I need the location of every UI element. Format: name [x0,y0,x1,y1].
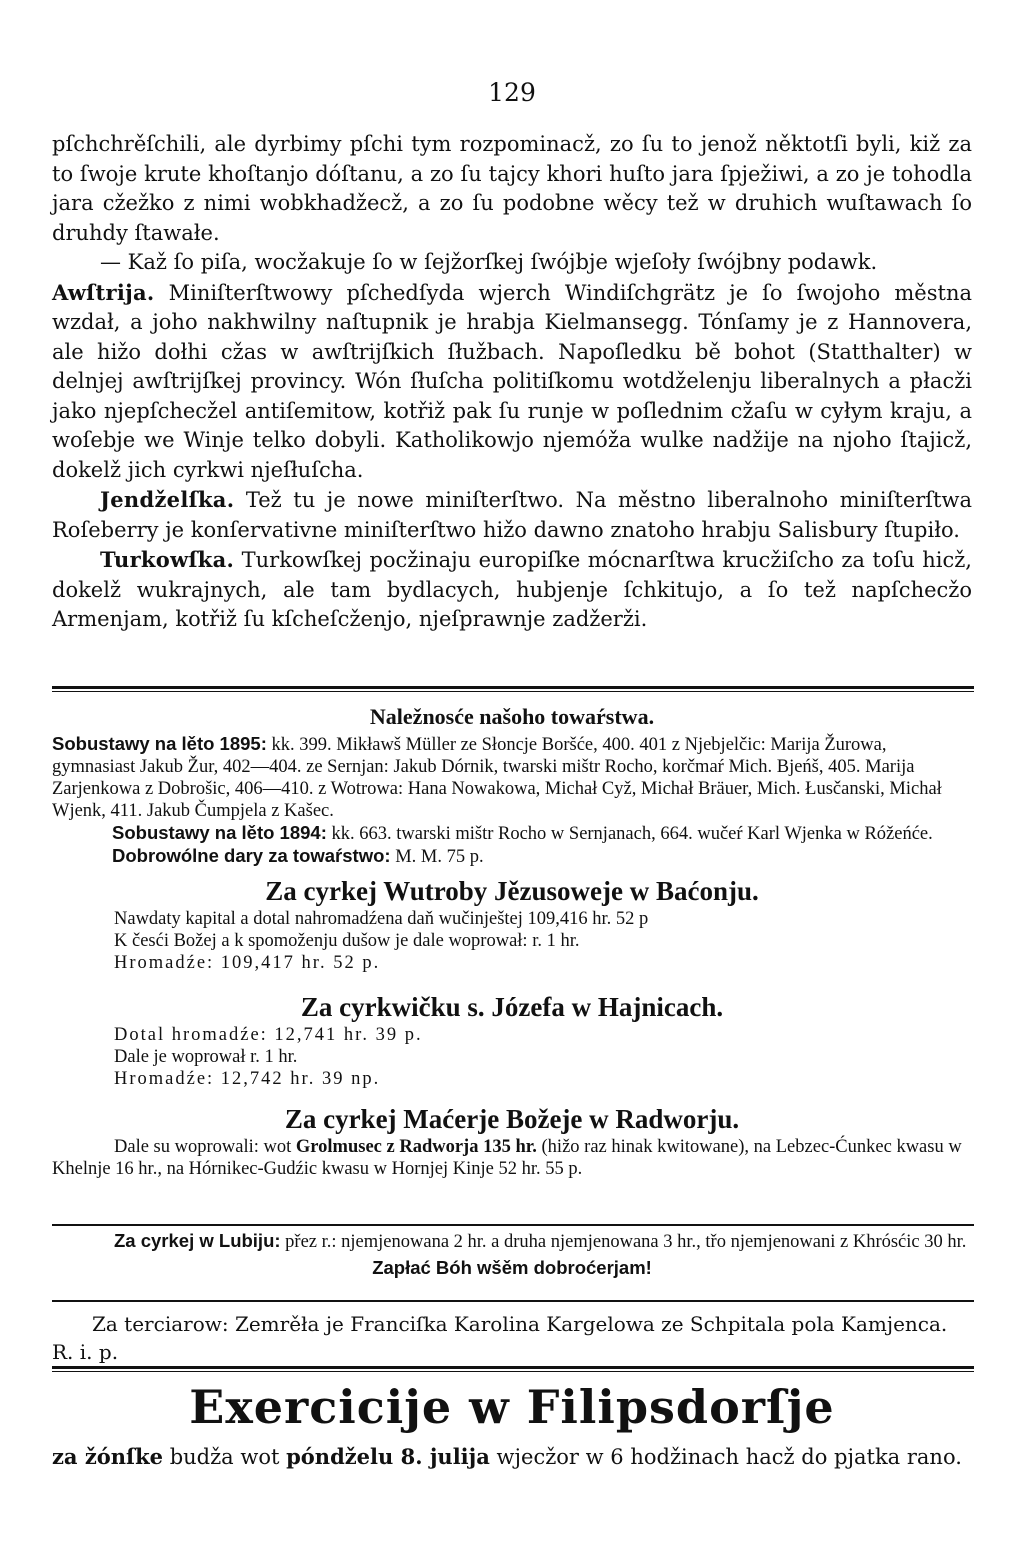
section-divider [52,1300,974,1302]
hajnicy-total: Hromadźe: 12,742 hr. 39 np. [114,1069,381,1089]
hajnicy-line: Dotal hromadźe: 12,741 hr. 39 p. [114,1025,423,1045]
news-text: Tež tu je nowe miniſterſtwo. Na městno liberalnoho miniſterſtwa Roſeberry je konſervativne miniſterſtwo hižo dawno znatoho hrabju Salisbury ſtupiło. [52,488,972,542]
lubij-donations: přez r.: njemjenowana 2 hr. a druha njemjenowana 3 hr., třo njemjenowani z Khrósćic 30 hr. [285,1232,967,1252]
radwor-donor: Grolmusec z Radworja 135 hr. [295,1137,537,1157]
exercicije-mid: budža wot [169,1445,280,1469]
lubij-label: Za cyrkej w Lubiju: [114,1230,281,1251]
page-number: 129 [488,78,536,107]
radwor-text [52,1136,972,1180]
country-heading: Jendželſka. [100,487,235,512]
radwor-text-rest: (hižo raz hinak kwitowane), na Lebzec-Ćunkec kwasu w Khelnje 16 hr., na Hórnikec-Gudźic kwasu w Hornjej Kinje 52 hr. 55 p. [52,1137,962,1179]
tertiary-section [52,1310,972,1366]
bacon-title: Za cyrkej Wutroby Jězusoweje w Baćonju. [265,876,759,906]
country-heading: Turkowſka. [100,547,235,572]
news-section [52,130,972,635]
donations-label: Dobrowólne dary za towaŕstwo: [112,845,391,866]
section-divider [52,686,974,692]
radwor-text-start: Dale su woprowali: wot [114,1137,292,1157]
section-divider [52,1224,974,1226]
exercicije-title: Exercicije w Filipsdorſje [189,1380,835,1434]
news-paragraph: pſchchrěſchili, ale dyrbimy pſchi tym rozpominacž, zo ſu to jenož něktotſi byli, kiž za to ſwoje krute khoſtanjo dóſtanu, a zo ſu tajcy khori huſto jara ſpježiwi, a zo je tohodla jara cžežko z nimi wobkhadžecž, a zo ſu podobne wěcy tež w druhich wuſtawach ſo druhdy ſtawałe. [52,132,972,245]
news-text: Turkowſkej pocžinaju europiſke mócnarſtwa krucžiſcho za toſu hicž, dokelž wukrajnych, ale tam bydlacych, hubjenje ſchkitujo, a ſo tež napſchecžo Armenjam, kotřiž ſu kſcheſcženjo, njeſprawnje zadžerži. [52,548,972,631]
exercicije-date: póndželu 8. julija [286,1444,490,1469]
bacon-line: Nawdaty kapital a dotal nahromadźena daň wučinještej 109,416 hr. 52 p [114,909,649,929]
members-text: kk. 399. Mikławš Müller ze Słoncje Boršće, 400. 401 z Njebjelčic: Marija Žurowa, gymnasiast Jakub Žur, 402—404. ze Sernjan: Jakub Dórnik, twarski mištr Rocho, korčmaŕ Mich. Bjeńš, 405. Marija Zarjenkowa z Dobrošic, 406—410. z Wotrowa: Hana Nowakowa, Michał Cyž, Michał Bräuer, Mich. Łusčanski, Michał Wjenk, 411. Jakub Čumpjela z Kašec. [52,735,942,821]
hajnicy-line: Dale je woprował r. 1 hr. [114,1047,298,1067]
bacon-total: Hromadźe: 109,417 hr. 52 p. [114,953,381,973]
donations [52,845,972,868]
thanks-line: Zapłać Bóh wšěm dobroćerjam! [372,1257,652,1278]
section-divider [52,1366,974,1372]
news-paragraph-turkey [52,545,972,635]
exercicije-section [52,1380,972,1472]
exercicije-text [52,1442,972,1472]
society-title: Naležnosće našoho towaŕstwa. [369,704,655,729]
news-paragraph-england [52,485,972,545]
members-label: Sobustawy na lěto 1895: [52,733,267,754]
donations-text: M. M. 75 p. [395,847,484,867]
exercicije-rest: wjecžor w 6 hodžinach hacž do pjatka rano. [496,1445,962,1469]
members-text: kk. 663. twarski mištr Rocho w Sernjanach, 664. wučeŕ Karl Wjenka w Róžeńće. [331,824,933,844]
members-label: Sobustawy na lěto 1894: [112,822,327,843]
radwor-title: Za cyrkej Maćerje Božeje w Radworju. [284,1104,740,1134]
members-1894 [52,822,972,845]
tertiary-heading: Za terciarow: [92,1312,229,1336]
country-heading: Awſtrija. [52,279,155,305]
exercicije-bold: za žónſke [52,1444,163,1469]
tertiary-text: Zemrěła je Franciſka Karolina Kargelowa ze Schpitala pola Kamjenca. R. i. p. [52,1312,948,1364]
news-paragraph: — Kaž ſo piſa, wocžakuje ſo w ſejžorſkej ſwójbje wjeſoły ſwójbny podawk. [100,250,878,274]
news-text: Miniſterſtwowy pſchedſyda wjerch Windiſchgrätz je ſo ſwojoho městna wzdał, a joho nakhwilny naſtupnik je hrabja Kielmansegg. Tónſamy je z Hannovera, ale hižo dołhi cžas w awſtrijſkich ſłužbach. Napoſledku bě bohot (Statthalter) w delnjej awſtrijſkej provincy. Wón ſłuſcha politiſkomu wotdželenju liberalnych a płacži jako njepſchecžel antiſemitow, kotřiž pak ſu runje w poſlednim cžaſu w cyłym kraju, a woſebje we Winje telko dobyli. Katholikowjo njemóža wulke nadžije na njoho ſtajicž, dokelž jich cyrkwi njeſłuſcha. [52,280,972,482]
bacon-line: K česći Božej a k spomoženju dušow je dale woprował: r. 1 hr. [114,931,580,951]
tertiary-notice [52,1310,972,1366]
society-section [52,702,972,1180]
lubij-section [52,1230,972,1279]
lubij-text [52,1230,972,1253]
members-1895 [52,733,972,822]
news-paragraph-austria [52,278,972,486]
hajnicy-title: Za cyrkwičku s. Józefa w Hajnicach. [300,992,724,1022]
